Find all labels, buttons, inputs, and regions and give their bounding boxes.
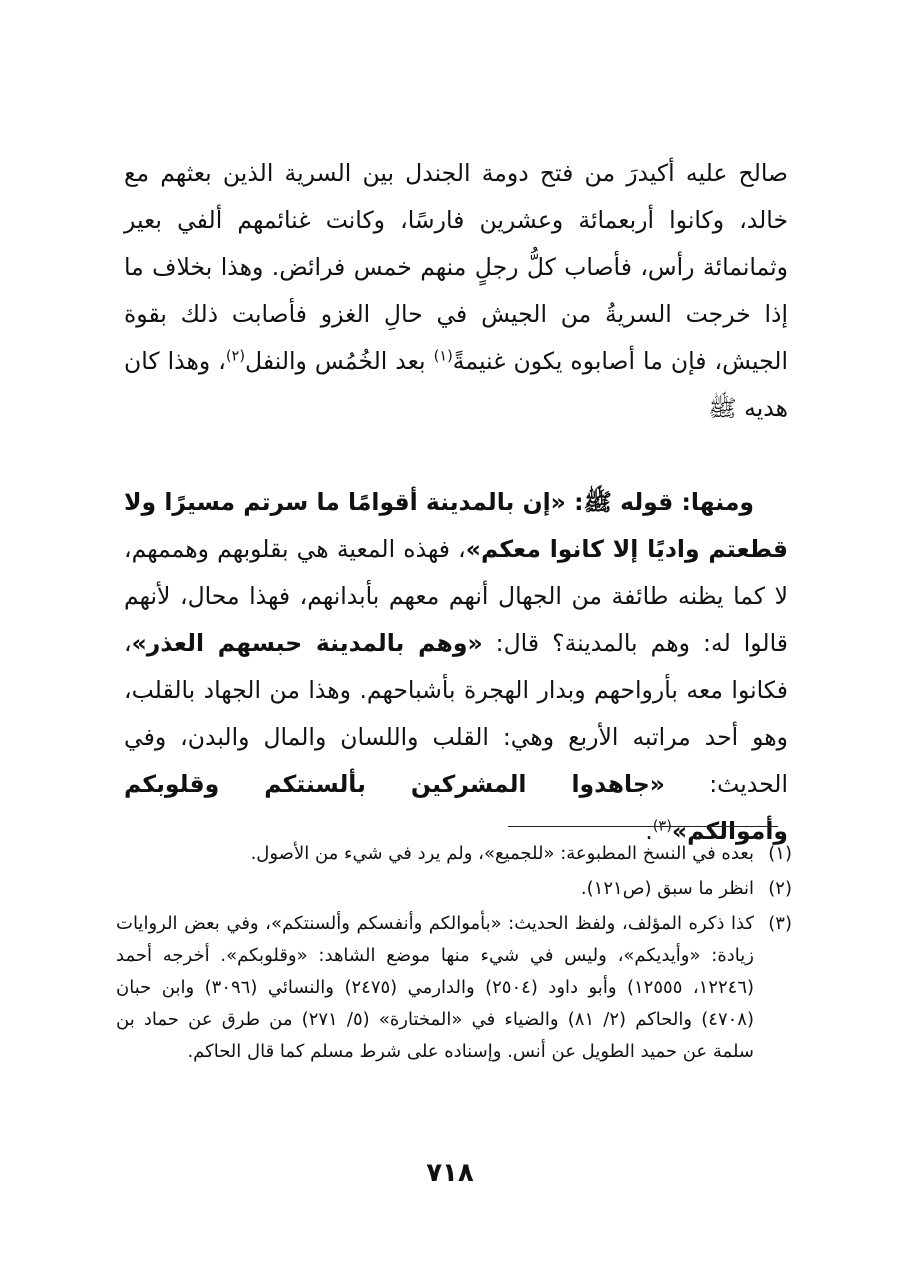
main-text xyxy=(124,150,788,855)
footnote-separator xyxy=(508,826,778,827)
paragraph-1-text: صالح عليه أكيدرَ من فتح دومة الجندل بين السرية الذين بعثهم مع خالد، وكانوا أربعمائة وعشرين فارسًا، وكانت غنائمهم ألفي بعير وثمانمائة رأس، فأصاب كلُّ رجلٍ منهم خمس فرائض. وهذا بخلاف ما إذا خرجت السريةُ من الجيش في حالِ الغزو فأصابت ذلك بقوة الجيش، فإن ما أصابوه يكون غنيمةً xyxy=(124,159,788,375)
hadith-quote-1: «إن بالمدينة أقوامًا ما سرتم مسيرًا ولا قطعتم واديًا إلا كانوا معكم» xyxy=(124,488,788,563)
paragraph-2 xyxy=(124,479,788,855)
hadith-quote-2: «وهم بالمدينة حبسهم العذر» xyxy=(131,629,483,657)
section-heading xyxy=(124,432,788,479)
paragraph-2-text: ، فهذه المعية هي بقلوبهم وهممهم، لا كما يظنه طائفة من الجهال أنهم معهم بأبدانهم، فهذا محال، لأنهم قالوا له: وهم بالمدينة؟ قال: xyxy=(124,535,788,657)
footnote-number: (١) xyxy=(768,843,792,864)
footnote-text: بعده في النسخ المطبوعة: «للجميع»، ولم يرد في شيء من الأصول. xyxy=(250,843,754,864)
footnote-ref-2: (٢) xyxy=(225,347,246,365)
footnote-number: (٢) xyxy=(768,878,792,899)
paragraph-2-lead: ومنها: قوله ﷺ: xyxy=(565,488,754,516)
footnotes xyxy=(116,838,792,1071)
footnote-text: كذا ذكره المؤلف، ولفظ الحديث: «بأموالكم وأنفسكم وألسنتكم»، وفي بعض الروايات زيادة: «وأيديكم»، وليس في شيء منها موضع الشاهد: «وقلوبكم». أخرجه أحمد (١٢٢٤٦، ١٢٥٥٥) وأبو داود (٢٥٠٤) والدارمي (٢٤٧٥) والنسائي (٣٠٩٦) وابن حبان (٤٧٠٨) والحاكم (٢/ ٨١) والضياء في «المختارة» (٥/ ٢٧١) من طرق عن حماد بن سلمة عن حميد الطويل عن أنس. وإسناده على شرط مسلم كما قال الحاكم. xyxy=(116,913,755,1062)
paragraph-1-text-3: ، وهذا كان هديه ﷺ xyxy=(124,347,788,422)
footnote-ref-3: (٣) xyxy=(652,817,672,835)
paragraph-2-end: . xyxy=(645,817,653,845)
hadith-quote-3: «جاهدوا المشركين بألسنتكم وقلوبكم وأموالكم» xyxy=(124,770,788,845)
paragraph-2-text-2: ، فكانوا معه بأرواحهم وبدار الهجرة بأشباحهم. وهذا من الجهاد بالقلب، وهو أحد مراتبه الأربع وهي: القلب واللسان والمال والبدن، وفي الحديث: xyxy=(124,629,788,798)
footnote-3 xyxy=(116,908,792,1068)
paragraph-1 xyxy=(124,150,788,432)
footnote-text: انظر ما سبق (ص١٢١). xyxy=(580,878,754,899)
footnote-number: (٣) xyxy=(768,913,792,934)
page-number: ٧١٨ xyxy=(426,1158,474,1188)
footnote-2 xyxy=(116,873,792,905)
footnote-1 xyxy=(116,838,792,870)
footnote-ref-1: (١) xyxy=(433,347,453,365)
paragraph-1-text-2: بعد الخُمُس والنفل xyxy=(245,347,434,375)
